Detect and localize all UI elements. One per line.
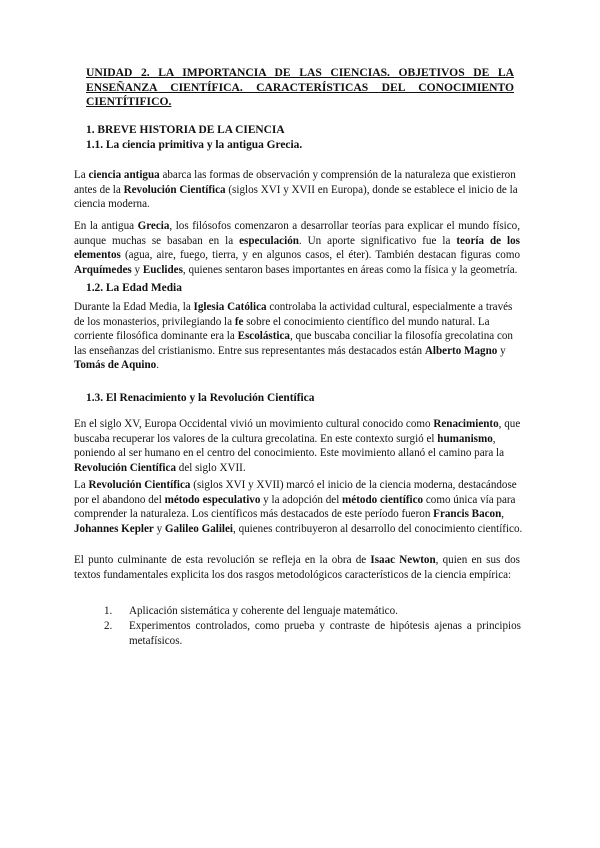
list-item: 1. Aplicación sistemática y coherente del lenguaje matemático. — [104, 605, 398, 617]
subsection-heading-1-2: 1.2. La Edad Media — [86, 282, 182, 294]
list-item: 2. Experimentos controlados, como prueba y contraste de hipótesis ajenas a principios metafísicos. — [104, 620, 521, 647]
title-line: UNIDAD 2. LA IMPORTANCIA DE LAS CIENCIAS. OBJETIVOS DE LA — [86, 66, 514, 79]
paragraph-revolucion-cientifica: La Revolución Científica (siglos XVI y XVII) marcó el inicio de la ciencia moderna, destacándose por el abandono del método especulativo y la adopción del método científico como única vía para comprender la naturaleza. Los científicos más destacados de este período fueron Francis Bacon, Johannes Kepler y Galileo Galilei, quienes contribuyeron al desarrollo del conocimiento científico. — [74, 479, 523, 535]
paragraph-grecia: En la antigua Grecia, los filósofos comenzaron a desarrollar teorías para explicar el mundo físico, aunque muchas se basaban en la especulación. Un aporte significativo fue la teoría de los elementos (agua, aire, fuego, tierra, y en algunos casos, el éter). También destacan figuras como Arquímedes y Euclides, quienes sentaron bases importantes en áreas como la física y la geometría. — [74, 220, 520, 276]
document-title — [86, 66, 514, 110]
subsection-heading-1-3: 1.3. El Renacimiento y la Revolución Científica — [86, 392, 315, 404]
title-line: ENSEÑANZA CIENTÍFICA. CARACTERÍSTICAS DEL CONOCIMIENTO — [86, 80, 514, 94]
paragraph-ciencia-antigua: La ciencia antigua abarca las formas de observación y comprensión de la naturaleza que existieron antes de la Revolución Científica (siglos XVI y XVII en Europa), donde se establece el inicio de la ciencia moderna. — [74, 169, 518, 211]
paragraph-newton: El punto culminante de esta revolución se refleja en la obra de Isaac Newton, quien en sus dos textos fundamentales explicita los dos rasgos metodológicos característicos de la ciencia empírica: — [74, 554, 520, 581]
section-heading-1: 1. BREVE HISTORIA DE LA CIENCIA — [86, 124, 285, 136]
subsection-heading-1-1: 1.1. La ciencia primitiva y la antigua Grecia. — [86, 139, 303, 151]
paragraph-renacimiento: En el siglo XV, Europa Occidental vivió un movimiento cultural conocido como Renacimiento, que buscaba recuperar los valores de la cultura grecolatina. En este contexto surgió el humanismo, poniendo al ser humano en el centro del conocimiento. Este movimiento allanó el camino para la Revolución Científica del siglo XVII. — [74, 418, 521, 474]
title-line: CIENTÍTIFICO. — [86, 95, 172, 108]
paragraph-edad-media: Durante la Edad Media, la Iglesia Católica controlaba la actividad cultural, especialmente a través de los monasterios, privilegiando la fe sobre el conocimiento científico del mundo natural. La corriente filosófica dominante era la Escolástica, que buscaba conciliar la filosofía grecolatina con las enseñanzas del cristianismo. Entre sus representantes más destacados están Alberto Magno y Tomás de Aquino. — [74, 301, 513, 372]
